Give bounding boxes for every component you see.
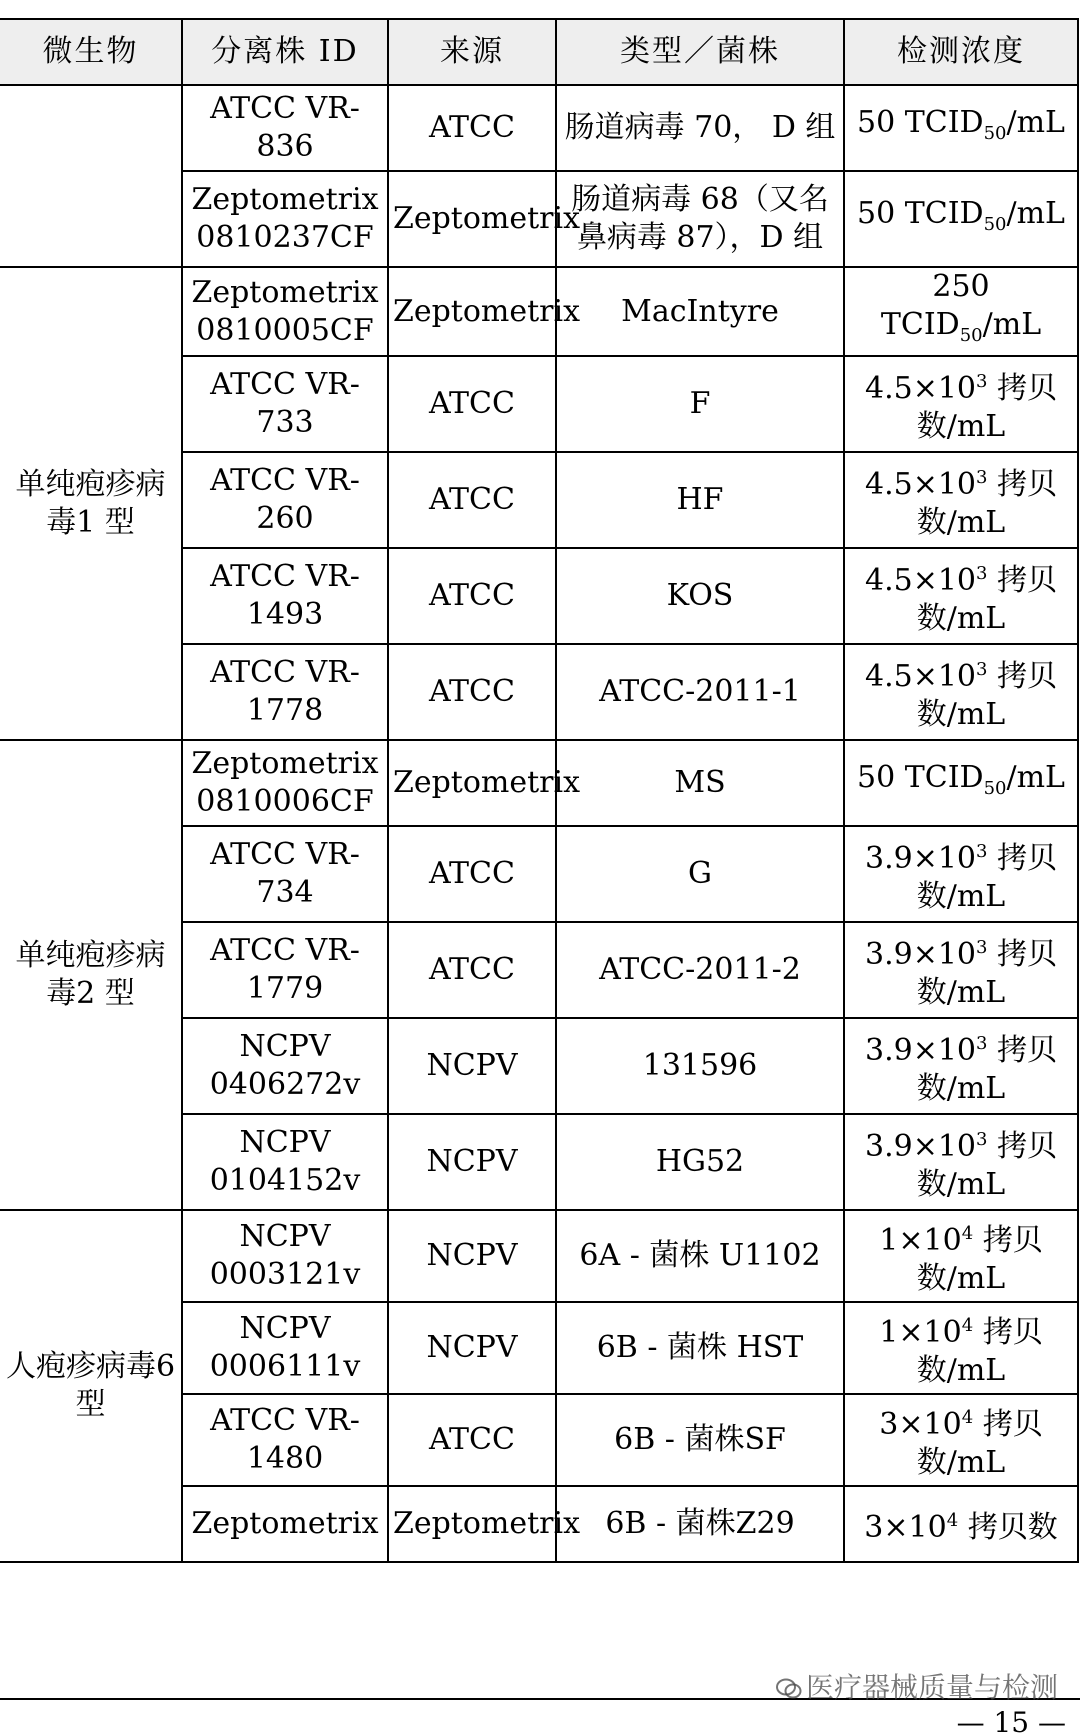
- source-cell: ATCC: [388, 85, 556, 171]
- table-row: [0, 267, 1078, 356]
- source-cell: Zeptometrix: [388, 267, 556, 356]
- concentration-unit: 拷贝数/mL: [916, 1222, 1043, 1296]
- header-isolate-id: 分离株 ID: [182, 19, 388, 85]
- concentration-value: 3×10: [879, 1406, 962, 1442]
- concentration-exponent: 3: [976, 370, 988, 392]
- concentration-unit: /mL: [1006, 104, 1065, 140]
- source-cell: ATCC: [388, 452, 556, 548]
- type-strain-cell: ATCC-2011-1: [556, 644, 844, 740]
- wechat-icon: [776, 1678, 802, 1700]
- source-cell: NCPV: [388, 1114, 556, 1210]
- concentration-unit: 拷贝数/mL: [916, 1128, 1058, 1202]
- concentration-value: 250 TCID: [880, 269, 990, 342]
- concentration-value: 3.9×10: [864, 1032, 977, 1068]
- concentration-cell: [844, 922, 1078, 1018]
- watermark-text: 医疗器械质量与检测: [806, 1671, 1059, 1704]
- organism-cell: [0, 85, 182, 267]
- concentration-cell: [844, 826, 1078, 922]
- organism-cell: 单纯疱疹病毒2 型: [0, 740, 182, 1210]
- concentration-subscript: 50: [983, 777, 1007, 799]
- concentration-unit: /mL: [1006, 195, 1065, 231]
- concentration-value: 4.5×10: [864, 562, 977, 598]
- source-cell: NCPV: [388, 1302, 556, 1394]
- concentration-exponent: 4: [961, 1314, 974, 1336]
- isolate-id-cell: NCPV 0104152v: [182, 1114, 388, 1210]
- isolate-id-cell: ATCC VR-1480: [182, 1394, 388, 1486]
- concentration-value: 4.5×10: [864, 466, 977, 502]
- concentration-value: 3.9×10: [864, 1128, 977, 1164]
- concentration-value: 1×10: [879, 1314, 962, 1350]
- header-concentration: 检测浓度: [844, 19, 1078, 85]
- source-cell: ATCC: [388, 922, 556, 1018]
- concentration-exponent: 3: [976, 658, 988, 680]
- concentration-unit: 拷贝数/mL: [916, 1032, 1058, 1106]
- isolate-id-cell: ATCC VR-733: [182, 356, 388, 452]
- isolate-id-cell: NCPV 0006111v: [182, 1302, 388, 1394]
- concentration-exponent: 3: [976, 840, 988, 862]
- type-strain-cell: 6B - 菌株Z29: [556, 1486, 844, 1562]
- table-row: [0, 85, 1078, 171]
- isolate-id-cell: ATCC VR-1493: [182, 548, 388, 644]
- virus-strain-table: [0, 18, 1079, 1563]
- type-strain-cell: 6B - 菌株 HST: [556, 1302, 844, 1394]
- concentration-unit: 拷贝数/mL: [916, 370, 1058, 444]
- header-type-strain: 类型／菌株: [556, 19, 844, 85]
- type-strain-cell: 肠道病毒 70， D 组: [556, 85, 844, 171]
- table-row: [0, 1210, 1078, 1302]
- concentration-cell: [844, 1018, 1078, 1114]
- isolate-id-cell: Zeptometrix: [182, 1486, 388, 1562]
- concentration-unit: 拷贝数/mL: [916, 840, 1058, 914]
- source-cell: ATCC: [388, 826, 556, 922]
- concentration-cell: [844, 452, 1078, 548]
- isolate-id-cell: NCPV 0406272v: [182, 1018, 388, 1114]
- type-strain-cell: F: [556, 356, 844, 452]
- concentration-unit: 拷贝数/mL: [916, 1314, 1043, 1388]
- concentration-subscript: 50: [983, 122, 1007, 144]
- concentration-unit: 拷贝数/mL: [916, 936, 1058, 1010]
- type-strain-cell: 6A - 菌株 U1102: [556, 1210, 844, 1302]
- type-strain-cell: HF: [556, 452, 844, 548]
- concentration-unit: 拷贝数/mL: [916, 466, 1058, 540]
- concentration-cell: [844, 1394, 1078, 1486]
- concentration-value: 4.5×10: [864, 370, 977, 406]
- concentration-cell: [844, 740, 1078, 826]
- header-source: 来源: [388, 19, 556, 85]
- organism-cell: 人疱疹病毒6 型: [0, 1210, 182, 1562]
- concentration-value: 50 TCID: [857, 759, 984, 795]
- concentration-cell: [844, 1114, 1078, 1210]
- concentration-subscript: 50: [959, 325, 983, 346]
- concentration-unit: /mL: [982, 307, 1042, 342]
- page-number: — 15 —: [956, 1706, 1066, 1734]
- type-strain-cell: HG52: [556, 1114, 844, 1210]
- source-cell: NCPV: [388, 1210, 556, 1302]
- concentration-unit: 拷贝数/mL: [916, 562, 1058, 636]
- concentration-cell: [844, 644, 1078, 740]
- concentration-cell: [844, 171, 1078, 267]
- table-row: [0, 740, 1078, 826]
- source-cell: NCPV: [388, 1018, 556, 1114]
- concentration-exponent: 3: [976, 936, 988, 958]
- isolate-id-cell: Zeptometrix 0810006CF: [182, 740, 388, 826]
- concentration-cell: [844, 356, 1078, 452]
- source-cell: ATCC: [388, 548, 556, 644]
- type-strain-cell: ATCC-2011-2: [556, 922, 844, 1018]
- concentration-unit: 拷贝数/mL: [916, 1406, 1043, 1480]
- isolate-id-cell: ATCC VR-1779: [182, 922, 388, 1018]
- concentration-exponent: 4: [946, 1509, 959, 1531]
- concentration-value: 3.9×10: [864, 936, 977, 972]
- concentration-unit: 拷贝数: [958, 1509, 1058, 1545]
- watermark: [776, 1666, 1058, 1706]
- concentration-exponent: 3: [976, 1032, 988, 1054]
- concentration-cell: [844, 1486, 1078, 1562]
- source-cell: Zeptometrix: [388, 740, 556, 826]
- source-cell: ATCC: [388, 1394, 556, 1486]
- concentration-unit: /mL: [1006, 759, 1065, 795]
- table-header-row: [0, 19, 1078, 85]
- concentration-cell: [844, 1210, 1078, 1302]
- source-cell: ATCC: [388, 356, 556, 452]
- type-strain-cell: G: [556, 826, 844, 922]
- header-organism: 微生物: [0, 19, 182, 85]
- concentration-exponent: 3: [976, 1128, 988, 1150]
- concentration-value: 3.9×10: [864, 840, 977, 876]
- concentration-exponent: 3: [976, 562, 988, 584]
- concentration-value: 50 TCID: [857, 104, 984, 140]
- concentration-value: 3×10: [864, 1509, 947, 1545]
- concentration-exponent: 4: [961, 1406, 974, 1428]
- concentration-unit: 拷贝数/mL: [916, 658, 1058, 732]
- table-body: [0, 85, 1078, 1562]
- type-strain-cell: KOS: [556, 548, 844, 644]
- organism-cell: 单纯疱疹病毒1 型: [0, 267, 182, 740]
- isolate-id-cell: ATCC VR-1778: [182, 644, 388, 740]
- concentration-exponent: 4: [961, 1222, 974, 1244]
- type-strain-cell: 6B - 菌株SF: [556, 1394, 844, 1486]
- concentration-value: 4.5×10: [864, 658, 977, 694]
- concentration-subscript: 50: [983, 213, 1007, 235]
- type-strain-cell: MacIntyre: [556, 267, 844, 356]
- source-cell: Zeptometrix: [388, 1486, 556, 1562]
- source-cell: Zeptometrix: [388, 171, 556, 267]
- isolate-id-cell: ATCC VR-734: [182, 826, 388, 922]
- type-strain-cell: 131596: [556, 1018, 844, 1114]
- type-strain-cell: 肠道病毒 68（又名鼻病毒 87），D 组: [556, 171, 844, 267]
- concentration-value: 50 TCID: [857, 195, 984, 231]
- isolate-id-cell: NCPV 0003121v: [182, 1210, 388, 1302]
- concentration-cell: [844, 85, 1078, 171]
- isolate-id-cell: ATCC VR-836: [182, 85, 388, 171]
- isolate-id-cell: Zeptometrix 0810237CF: [182, 171, 388, 267]
- concentration-cell: [844, 267, 1078, 356]
- concentration-cell: [844, 1302, 1078, 1394]
- type-strain-cell: MS: [556, 740, 844, 826]
- isolate-id-cell: Zeptometrix 0810005CF: [182, 267, 388, 356]
- concentration-value: 1×10: [879, 1222, 962, 1258]
- isolate-id-cell: ATCC VR-260: [182, 452, 388, 548]
- source-cell: ATCC: [388, 644, 556, 740]
- concentration-cell: [844, 548, 1078, 644]
- concentration-exponent: 3: [976, 466, 988, 488]
